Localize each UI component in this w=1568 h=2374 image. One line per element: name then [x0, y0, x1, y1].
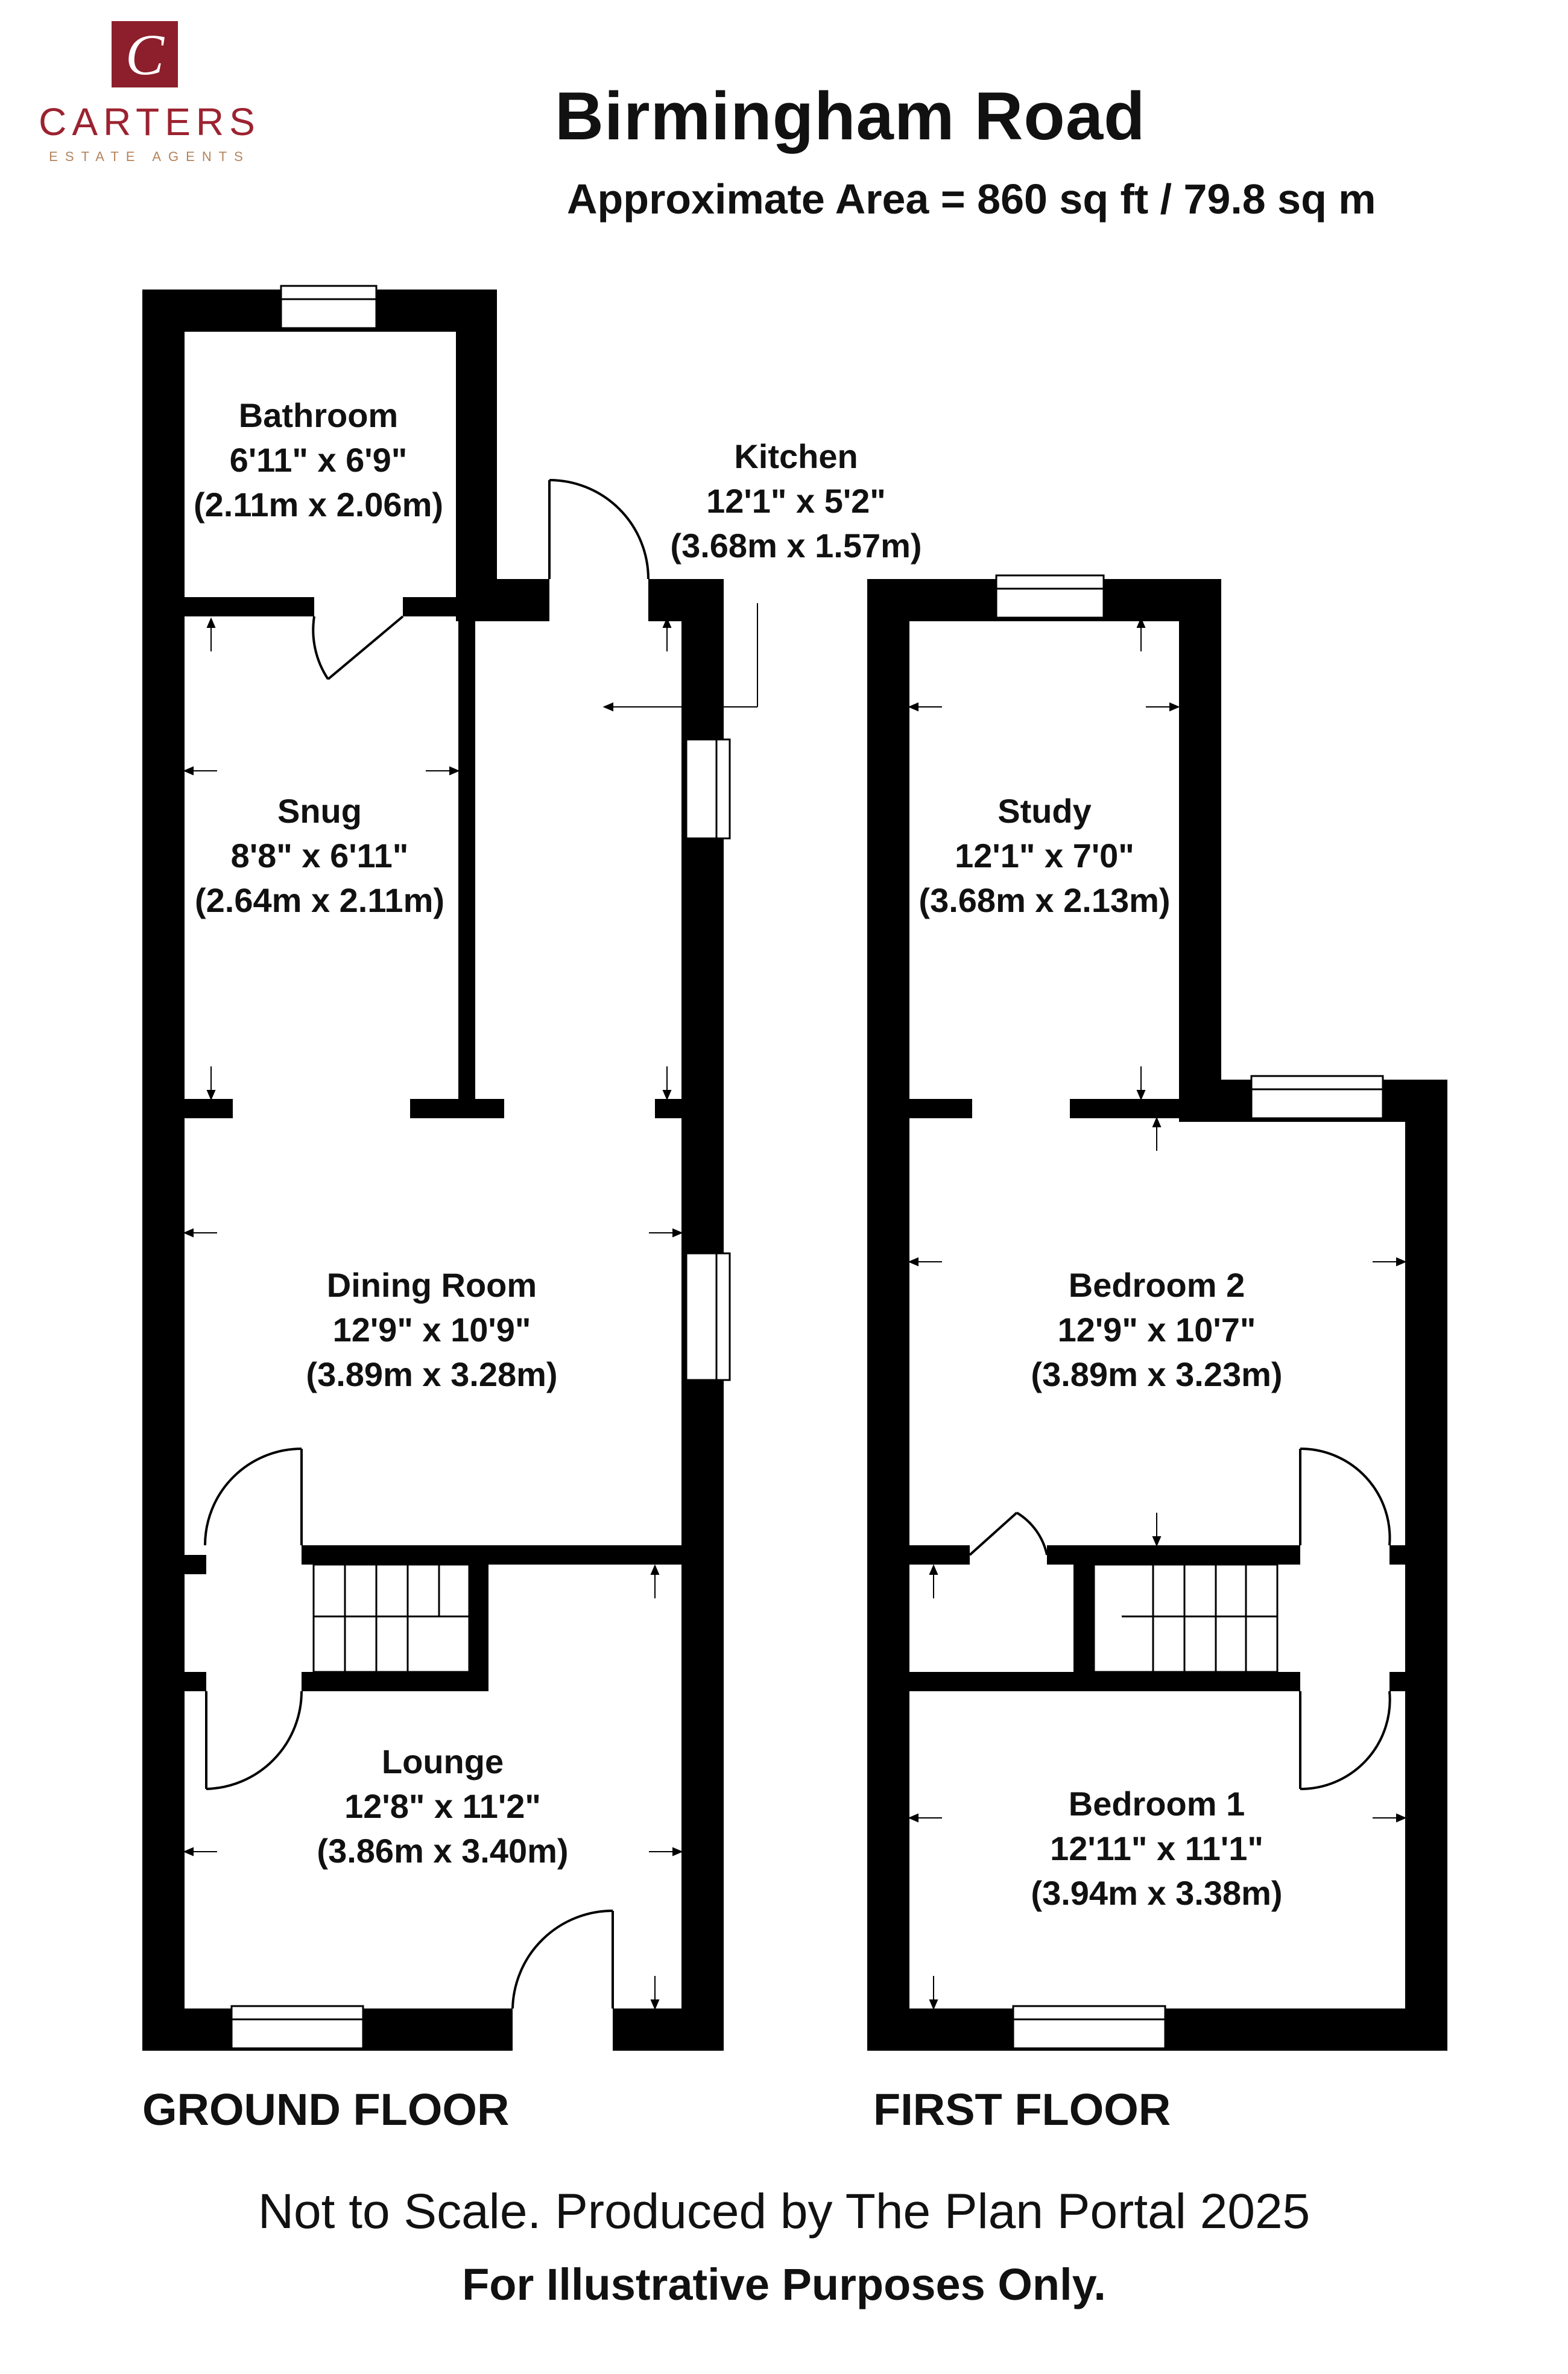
room-size-imperial: 6'11" x 6'9": [229, 441, 408, 479]
room-size-metric: (3.86m x 3.40m): [317, 1832, 569, 1870]
disclaimer-text: For Illustrative Purposes Only.: [462, 2259, 1106, 2309]
ground-floor-labels: [194, 396, 922, 1870]
room-size-metric: (2.11m x 2.06m): [193, 486, 444, 524]
room-size-metric: (3.68m x 2.13m): [918, 881, 1171, 919]
room-size-metric: (3.68m x 1.57m): [670, 527, 922, 565]
window: [686, 1253, 730, 1380]
logo-name: CARTERS: [39, 100, 261, 144]
room-size-imperial: 12'8" x 11'2": [344, 1787, 541, 1825]
room-size-imperial: 12'9" x 10'9": [332, 1311, 531, 1349]
area-summary: Approximate Area = 860 sq ft / 79.8 sq m: [567, 176, 1376, 223]
first-floor-labels: [918, 792, 1282, 1912]
room-size-imperial: 8'8" x 6'11": [230, 837, 409, 875]
window: [996, 575, 1104, 618]
credit-text: Not to Scale. Produced by The Plan Portal 2025: [258, 2184, 1310, 2239]
room-size-imperial: 12'1" x 5'2": [706, 482, 886, 520]
window: [686, 739, 730, 838]
window: [1251, 1076, 1383, 1118]
room-name: Snug: [277, 792, 362, 830]
room-size-metric: (3.89m x 3.23m): [1031, 1355, 1283, 1393]
room-size-metric: (3.89m x 3.28m): [306, 1355, 558, 1393]
stairs: [314, 1565, 1277, 1672]
page-title: Birmingham Road: [555, 78, 1146, 154]
door: [328, 616, 403, 679]
room-name: Dining Room: [326, 1266, 537, 1304]
ground-floor-label: GROUND FLOOR: [142, 2084, 510, 2135]
logo-monogram: C: [125, 22, 165, 87]
room-name: Bedroom 2: [1068, 1266, 1245, 1304]
room-name: Study: [997, 792, 1092, 830]
door: [970, 1513, 1017, 1555]
room-name: Bedroom 1: [1068, 1785, 1245, 1823]
window: [232, 2006, 363, 2048]
room-name: Bathroom: [238, 396, 399, 434]
window: [281, 286, 376, 328]
room-size-imperial: 12'9" x 10'7": [1057, 1311, 1256, 1349]
room-size-imperial: 12'11" x 11'1": [1050, 1829, 1263, 1867]
room-name: Lounge: [381, 1743, 504, 1780]
room-size-imperial: 12'1" x 7'0": [955, 837, 1134, 875]
room-size-metric: (3.94m x 3.38m): [1031, 1874, 1283, 1912]
room-name: Kitchen: [734, 437, 858, 475]
first-floor-label: FIRST FLOOR: [873, 2084, 1171, 2135]
window: [1013, 2006, 1165, 2048]
room-size-metric: (2.64m x 2.11m): [194, 881, 445, 919]
logo-tagline: ESTATE AGENTS: [49, 149, 250, 164]
